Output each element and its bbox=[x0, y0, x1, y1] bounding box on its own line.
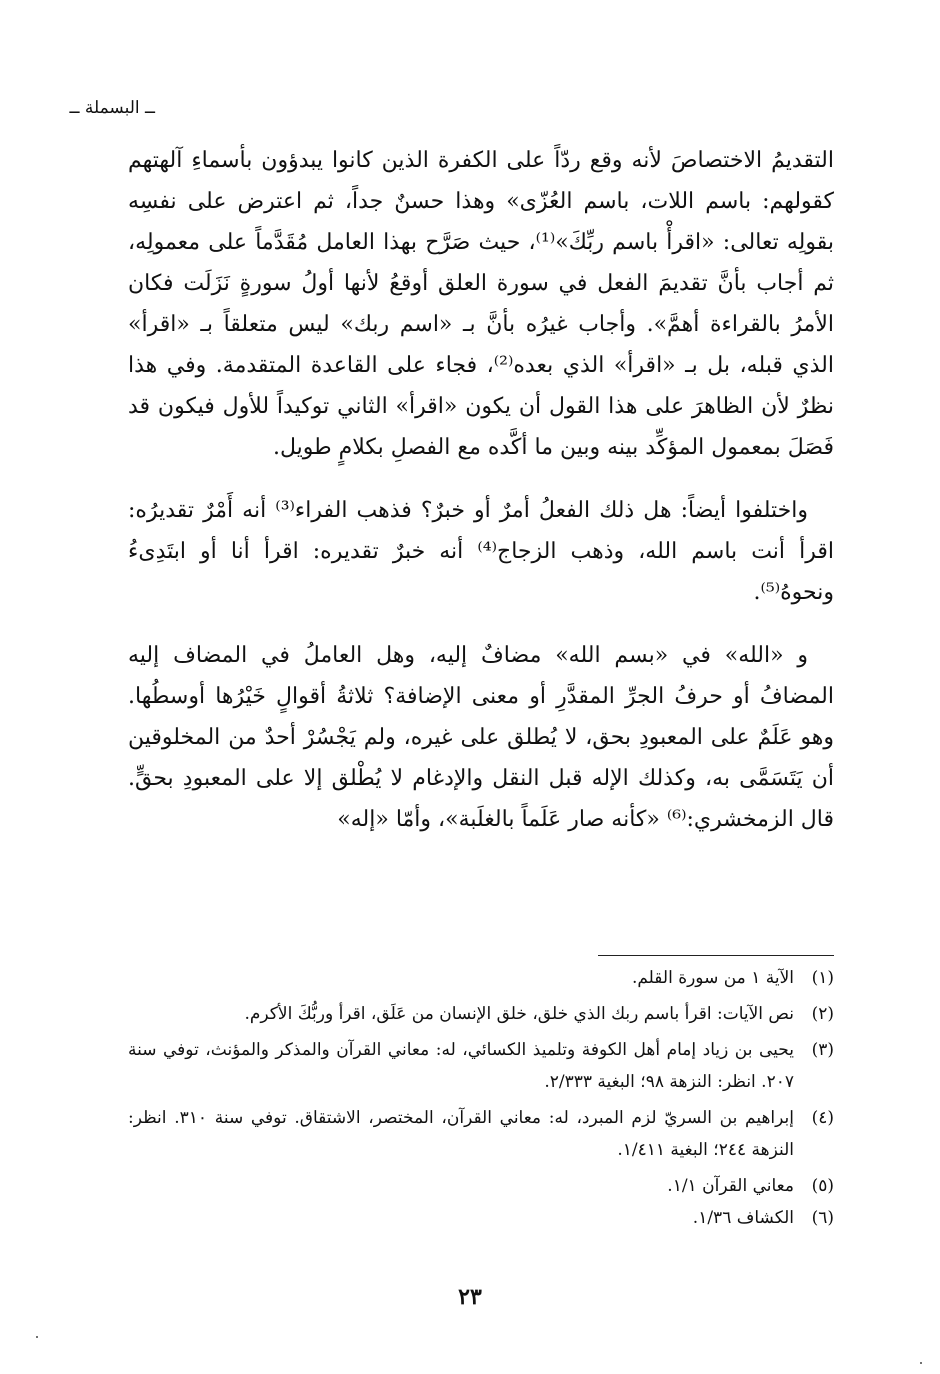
running-title: ــ البسملة ــ bbox=[69, 98, 155, 118]
footnote-6 bbox=[128, 1202, 834, 1234]
paragraph-3: و «الله» في «بسم الله» مضافٌ إليه، وهل العاملُ في المضاف إليه المضافُ أو حرفُ الجرِّ المقدَّرِ أو معنى الإضافة؟ ثلاثةُ أقوالٍ خَيْرُها أوسطُها. وهو عَلَمٌ على المعبودِ بحق، لا يُطلق على غيره، ولم يَجْسُرْ أحدٌ من المخلوقين أن يَتَسَمَّى به، وكذلك الإله قبل النقل والإدغام لا يُطْلق إلا على المعبودِ بحقٍّ. قال الزمخشري:⁽⁶⁾ «كأنه صار عَلَماً بالغلَبة»، وأمّا «إله» bbox=[128, 643, 834, 832]
footnote-text: نص الآيات: اقرأ باسم ربك الذي خلق، خلق الإنسان من عَلَق، اقرأ وربُّكَ الأكرم. bbox=[244, 1004, 794, 1024]
footnote-text: معاني القرآن ١/١. bbox=[667, 1176, 794, 1196]
footnotes bbox=[128, 962, 834, 1234]
footnote-text: إبراهيم بن السريّ لزم المبرد، له: معاني القرآن، المختصر، الاشتقاق. توفي سنة ٣١٠. انظر: النزهة ٢٤٤؛ البغية ١/٤١١. bbox=[128, 1108, 794, 1160]
running-header bbox=[70, 98, 156, 118]
paragraph-2: واختلفوا أيضاً: هل ذلك الفعلُ أمرٌ أو خبرٌ؟ فذهب الفراء⁽³⁾ أنه أَمْرٌ تقديرُه: اقرأ أنت باسم الله، وذهب الزجاج⁽⁴⁾ أنه خبرٌ تقديره: اقرأ أنا أو ابتَدِىءُ ونحوهُ⁽⁵⁾. bbox=[128, 498, 834, 605]
footnote-number: (٦) bbox=[811, 1208, 834, 1228]
footnote-number: (١) bbox=[811, 968, 834, 988]
footnote-separator bbox=[598, 955, 834, 956]
footnote-4 bbox=[128, 1102, 834, 1166]
footnote-5 bbox=[128, 1170, 834, 1202]
scan-speck bbox=[920, 1362, 922, 1364]
paragraph-1: التقديمُ الاختصاصَ لأنه وقع ردّاً على الكفرة الذين كانوا يبدؤون بأسماءِ آلهتهم كقولهم: باسم اللات، باسم العُزّى» وهذا حسنٌ جداً، ثم اعترض على نفسِه بقولِه تعالى: «اقرأْ باسم ربِّكَ»⁽¹⁾، حيث صَرَّح بهذا العامل مُقَدَّماً على معمولِه، ثم أجاب بأنَّ تقديمَ الفعل في سورة العلق أوقعُ لأنها أولُ سورةٍ نَزَلَت فكان الأمرُ بالقراءة أهمَّ». وأجاب غيرُه بأنَّ بـ «اسم ربك» ليس متعلقاً بـ «اقرأ» الذي قبله، بل بـ «اقرأ» الذي بعده⁽²⁾، فجاء على القاعدة المتقدمة. وفي هذا نظرٌ لأن الظاهرَ على هذا القول أن يكون «اقرأ» الثاني توكيداً للأول فيكون قد فَصَلَ بمعمول المؤكِّد بينه وبين ما أكَّده مع الفصلِ بكلامٍ طويل. bbox=[128, 148, 835, 460]
footnote-2 bbox=[128, 998, 834, 1030]
footnote-text: يحيى بن زياد إمام أهل الكوفة وتلميذ الكسائي، له: معاني القرآن والمذكر والمؤنث، توفي سنة ٢٠٧. انظر: النزهة ٩٨؛ البغية ٢/٣٣٣. bbox=[128, 1040, 794, 1092]
footnote-number: (٣) bbox=[811, 1040, 834, 1060]
footnote-text: الكشاف ١/٣٦. bbox=[692, 1208, 794, 1228]
footnote-number: (٤) bbox=[811, 1108, 834, 1128]
footnote-number: (٢) bbox=[811, 1004, 834, 1024]
main-text bbox=[128, 140, 834, 840]
footnote-3 bbox=[128, 1034, 834, 1098]
footnote-text: الآية ١ من سورة القلم. bbox=[631, 968, 794, 988]
page-number: ٢٣ bbox=[458, 1284, 482, 1310]
scan-speck bbox=[36, 1336, 38, 1338]
footnote-number: (٥) bbox=[811, 1176, 834, 1196]
footnote-1 bbox=[128, 962, 834, 994]
